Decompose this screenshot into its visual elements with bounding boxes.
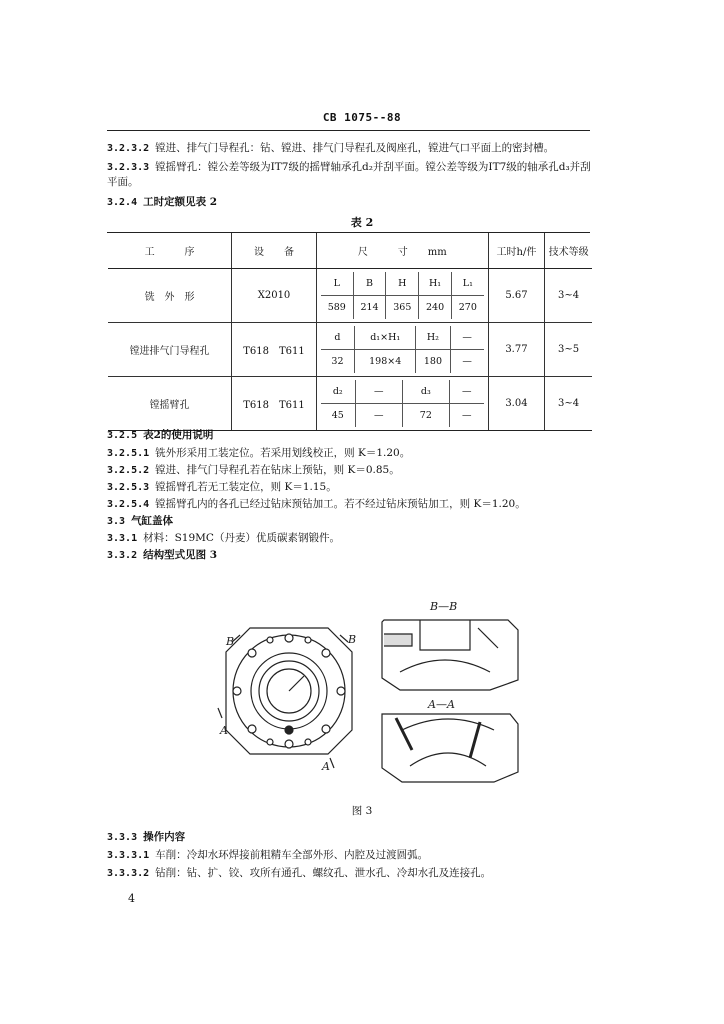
table-row — [108, 323, 592, 377]
cell-hours: 3.77 — [488, 323, 544, 377]
figure-3-cylinder-head-drawing — [0, 590, 724, 800]
dim-value: 214 — [353, 296, 386, 320]
section-bb-valve-seat — [400, 660, 490, 672]
cell-operation: 铣 外 形 — [108, 269, 232, 323]
label-section-aa: A—A — [428, 698, 455, 711]
paragraph-3-3: 3.3 气缸盖体 — [107, 515, 174, 527]
bolt-hole — [305, 739, 311, 745]
table-caption: 表 2 — [350, 216, 374, 229]
dim-label: d₃ — [402, 380, 449, 404]
paragraph-3-3-2: 3.3.2 结构型式见图 3 — [107, 549, 218, 561]
cell-dimensions — [316, 323, 488, 377]
radius-line — [289, 676, 304, 691]
dim-label: d — [321, 326, 355, 350]
section-bb-outline — [382, 620, 518, 690]
header-rule — [107, 130, 590, 131]
cell-operation: 镗进排气门导程孔 — [108, 323, 232, 377]
bolt-hole — [305, 637, 311, 643]
header-dimensions: 尺 寸 mm — [316, 233, 488, 269]
section-bb-bore — [420, 620, 470, 650]
paragraph-3-3-3-1: 3.3.3.1 车削：冷却水环焊接前粗精车全部外形、内腔及过渡圆弧。 — [107, 849, 429, 861]
table-row — [108, 377, 592, 431]
section-bb-view — [382, 620, 518, 690]
bolt-hole — [248, 725, 256, 733]
cell-dimensions — [316, 377, 488, 431]
cell-dimensions — [316, 269, 488, 323]
dim-label: — — [355, 380, 402, 404]
paragraph-3-2-5-1: 3.2.5.1 铣外形采用工装定位。若采用划线校正，则 K＝1.20。 — [107, 447, 411, 459]
dim-label: L — [321, 272, 353, 296]
page-number: 4 — [128, 892, 135, 905]
plan-view — [218, 628, 352, 768]
section-aa-valve-seat — [410, 753, 486, 766]
dim-value: — — [450, 350, 484, 374]
paragraph-3-2-5-4: 3.2.5.4 镗摇臂孔内的各孔已经过钻床预钻加工。若不经过钻床预钻加工，则 K＝1.20。 — [107, 498, 526, 510]
section-a-mark — [218, 708, 222, 718]
paragraph-3-2-5: 3.2.5 表2的使用说明 — [107, 429, 214, 441]
section-a-mark — [330, 758, 334, 768]
figure-caption: 图 3 — [351, 805, 373, 817]
dim-value: 180 — [416, 350, 450, 374]
dim-label: H — [386, 272, 419, 296]
dim-value: 45 — [331, 410, 344, 421]
cell-grade: 3~4 — [545, 269, 592, 323]
dimension-subtable — [321, 326, 484, 373]
dim-label: L₁ — [451, 272, 483, 296]
section-aa-view — [382, 714, 518, 782]
bolt-hole — [337, 687, 345, 695]
bolt-hole — [233, 687, 241, 695]
dim-label: d₂ — [321, 380, 355, 404]
dim-value: 240 — [419, 296, 452, 320]
paragraph-3-2-4: 3.2.4 工时定额见表 2 — [107, 196, 218, 208]
dim-label: H₁ — [419, 272, 452, 296]
dim-label: B — [353, 272, 386, 296]
section-aa-channel — [396, 718, 412, 750]
cell-equipment: T618 T611 — [232, 323, 317, 377]
dimension-subtable — [321, 380, 484, 427]
cell-equipment: T618 T611 — [232, 377, 317, 431]
dim-value: 589 — [327, 302, 346, 313]
label-b-left: B — [226, 635, 235, 648]
cell-hours: 3.04 — [488, 377, 544, 431]
dim-value: 32 — [331, 356, 344, 367]
bolt-hole — [322, 725, 330, 733]
bolt-hole — [267, 637, 273, 643]
paragraph-3-3-3: 3.3.3 操作内容 — [107, 831, 186, 843]
bolt-hole — [248, 649, 256, 657]
header-hours: 工时h/件 — [488, 233, 544, 269]
section-aa-outline — [382, 714, 518, 782]
header-grade: 技术等级 — [545, 233, 592, 269]
cell-hours: 5.67 — [488, 269, 544, 323]
bolt-hole — [267, 739, 273, 745]
cell-grade: 3~4 — [545, 377, 592, 431]
bolt-hole — [322, 649, 330, 657]
section-aa-channel — [470, 722, 480, 758]
section-bb-channel — [478, 628, 498, 648]
cell-grade: 3~5 — [545, 323, 592, 377]
label-section-bb: B—B — [430, 600, 458, 613]
dim-value: 365 — [386, 296, 419, 320]
valve-port-mark — [285, 726, 293, 734]
label-a-left: A — [220, 724, 228, 737]
paragraph-3-2-3-2: 3.2.3.2 镗进、排气门导程孔：钻、镗进、排气门导程孔及阀座孔，镗进气口平面上的密封槽。 — [107, 142, 555, 154]
document-header: CB 1075--88 — [322, 111, 402, 124]
dim-value: 270 — [451, 296, 483, 320]
dim-label: — — [450, 326, 484, 350]
section-bb-hatch — [384, 634, 412, 646]
header-operation: 工 序 — [108, 233, 232, 269]
paragraph-3-3-1: 3.3.1 材料：S19MC（丹麦）优质碳素钢锻件。 — [107, 532, 340, 544]
dim-label: — — [449, 380, 483, 404]
dim-value: 72 — [402, 404, 449, 428]
paragraph-3-2-3-3: 3.2.3.3 镗摇臂孔：镗公差等级为IT7级的摇臂轴承孔d₂并刮平面。镗公差等级为IT7级的轴承孔d₃并刮平面。 — [107, 161, 591, 188]
bolt-hole — [285, 634, 293, 642]
cell-operation: 镗摇臂孔 — [108, 377, 232, 431]
dim-value: 198×4 — [355, 350, 416, 374]
bolt-hole — [285, 740, 293, 748]
table-header-row — [108, 233, 592, 269]
paragraph-3-3-3-2: 3.3.3.2 钻削：钻、扩、铰、攻所有通孔、螺纹孔、泄水孔、冷却水孔及连接孔。 — [107, 867, 492, 879]
time-quota-table — [108, 233, 592, 431]
label-b-right: B — [348, 633, 357, 646]
dim-label: H₂ — [416, 326, 450, 350]
dim-label: d₁×H₁ — [355, 326, 416, 350]
dim-value: — — [449, 404, 483, 428]
header-equipment: 设 备 — [232, 233, 317, 269]
cell-equipment: X2010 — [232, 269, 317, 323]
paragraph-3-2-5-3: 3.2.5.3 镗摇臂孔若无工装定位，则 K＝1.15。 — [107, 481, 337, 493]
label-a-bottom: A — [322, 760, 330, 773]
figure-labels — [219, 600, 457, 773]
dim-value: — — [355, 404, 402, 428]
dimension-subtable — [321, 272, 484, 319]
paragraph-3-2-5-2: 3.2.5.2 镗进、排气门导程孔若在钻床上预钻，则 K＝0.85。 — [107, 464, 400, 476]
table-row — [108, 269, 592, 323]
